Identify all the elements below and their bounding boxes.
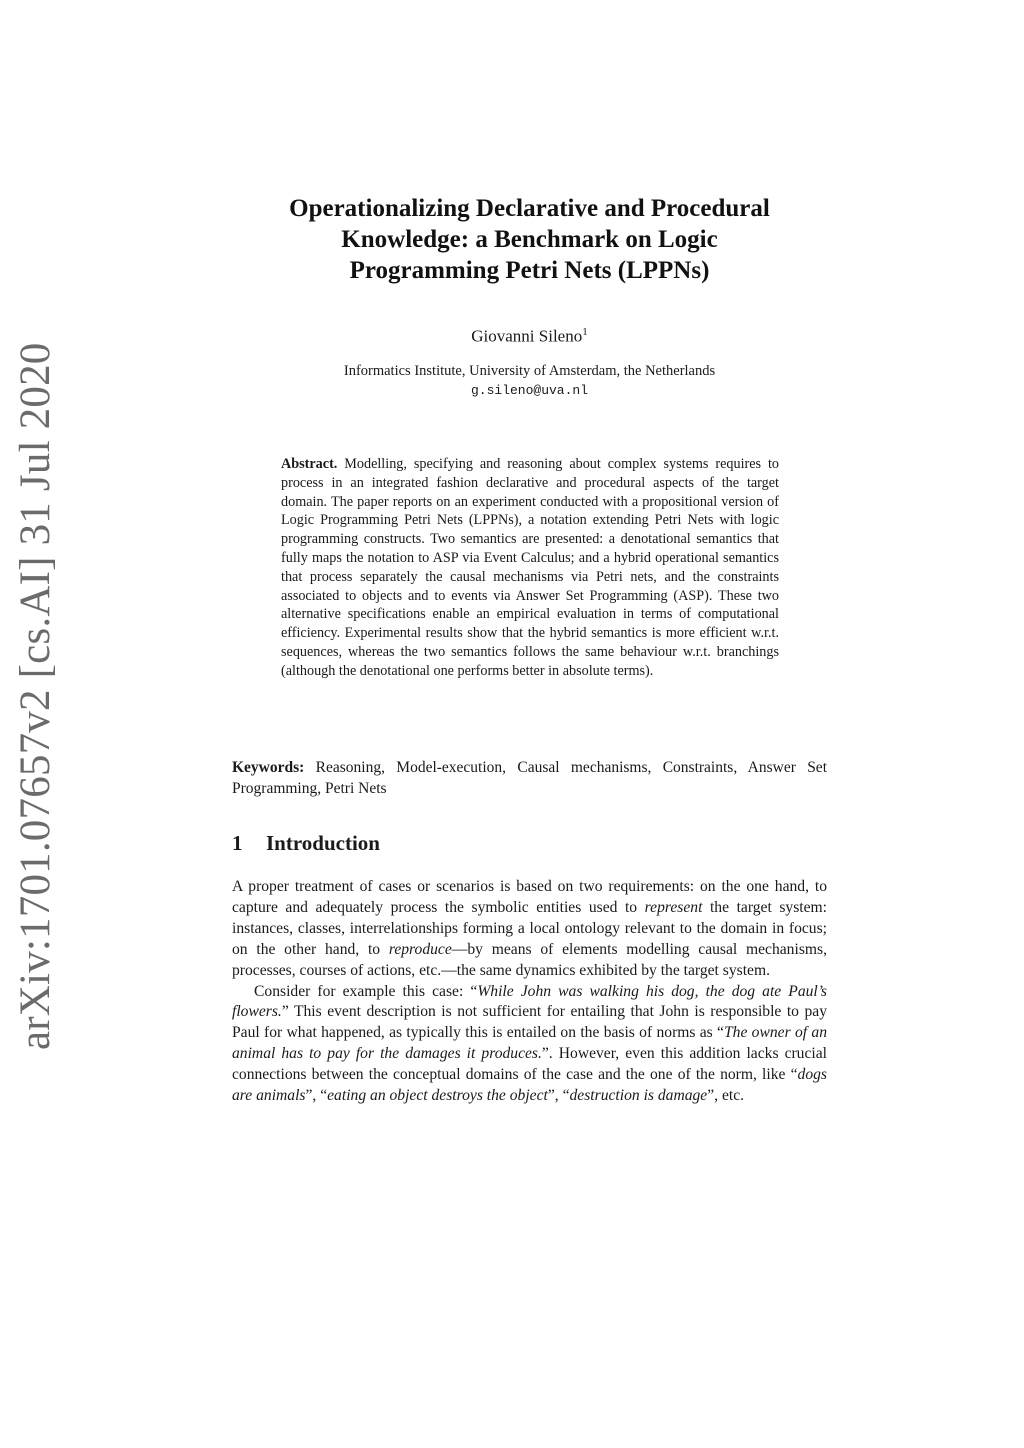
abstract bbox=[281, 455, 779, 681]
title-line-2: Knowledge: a Benchmark on Logic bbox=[341, 226, 718, 253]
p1-text-a: A proper treatment of cases or scenarios is based on two requirements: on the one hand, to capture and adequately process the symbolic entities used to bbox=[232, 878, 827, 916]
p2-text-d: ”, “ bbox=[305, 1087, 328, 1105]
author-email: g.sileno@uva.nl bbox=[470, 383, 589, 398]
abstract-label: Abstract. bbox=[281, 456, 338, 472]
p1-text-c: —by means of elements modelling causal mechanisms, processes, courses of actions, etc.—the same dynamics exhibited by the target system. bbox=[232, 940, 827, 979]
p2-emphasis-eating: eating an object destroys the object bbox=[327, 1087, 548, 1105]
p1-text-b: the target system: instances, classes, interrelationships forming a local ontology relevant to the domain in focus; on the other hand, to bbox=[232, 898, 827, 958]
arxiv-side-stamp: arXiv:1701.07657v2 [cs.AI] 31 Jul 2020 bbox=[12, 342, 59, 1050]
p2-text-e: ”, “ bbox=[547, 1087, 570, 1105]
p2-text-c: ”. However, even this addition lacks crucial connections between the conceptual domains of the case and the one of the norm, like “ bbox=[232, 1045, 827, 1084]
p2-emphasis-case: While John was walking his dog, the dog ate Paul’s flowers. bbox=[232, 982, 827, 1021]
abstract-text: Modelling, specifying and reasoning about complex systems requires to process in an integrated fashion declarative and procedural aspects of the target domain. The paper reports on an experiment conducted with a propositional version of Logic Programming Petri Nets (LPPNs), a notation extending Petri Nets with logic programming constructs. Two semantics are presented: a denotational semantics that fully maps the notation to ASP via Event Calculus; and a hybrid operational semantics that process separately the causal mechanisms via Petri nets, and the constraints associated to objects and to events via Answer Set Programming (ASP). These two alternative specifications enable an empirical evaluation in terms of computational efficiency. Experimental results show that the hybrid semantics is more efficient w.r.t. sequences, whereas the two semantics follows the same behaviour w.r.t. branchings (although the denotational one performs better in absolute terms). bbox=[281, 456, 780, 679]
keywords-text: Reasoning, Model-execution, Causal mechanisms, Constraints, Answer Set Programming, Petri Nets bbox=[232, 759, 827, 797]
p2-emphasis-norm: The owner of an animal has to pay for the damages it produces. bbox=[232, 1024, 827, 1063]
affiliation: Informatics Institute, University of Amsterdam, the Netherlands bbox=[343, 363, 716, 379]
title-line-3: Programming Petri Nets (LPPNs) bbox=[349, 257, 710, 284]
author bbox=[232, 321, 827, 348]
p2-emphasis-dogs: dogs are animals bbox=[232, 1066, 827, 1105]
keywords-label: Keywords: bbox=[232, 759, 305, 776]
author-name: Giovanni Sileno bbox=[471, 326, 583, 346]
p2-text-b: ” This event description is not sufficient for entailing that John is responsible to pay Paul for what happened, as typically this is entailed on the basis of norms as “ bbox=[232, 1003, 827, 1042]
p1-emphasis-represent: represent bbox=[644, 898, 703, 916]
keywords bbox=[232, 757, 827, 799]
p2-text-f: ”, etc. bbox=[707, 1087, 745, 1105]
section-heading bbox=[232, 829, 380, 857]
title-line-1: Operationalizing Declarative and Procedural bbox=[289, 195, 770, 222]
author-affiliation-mark: 1 bbox=[582, 326, 588, 338]
p2-text-a: Consider for example this case: “ bbox=[254, 982, 478, 1000]
p2-emphasis-destruction: destruction is damage bbox=[569, 1087, 708, 1105]
p1-emphasis-reproduce: reproduce bbox=[388, 940, 452, 958]
section-title: Introduction bbox=[266, 831, 380, 855]
section-number: 1 bbox=[232, 831, 243, 855]
paragraph-1 bbox=[232, 877, 827, 982]
paper-title bbox=[232, 193, 827, 286]
paragraph-2 bbox=[232, 982, 827, 1107]
body-text bbox=[232, 877, 827, 1107]
